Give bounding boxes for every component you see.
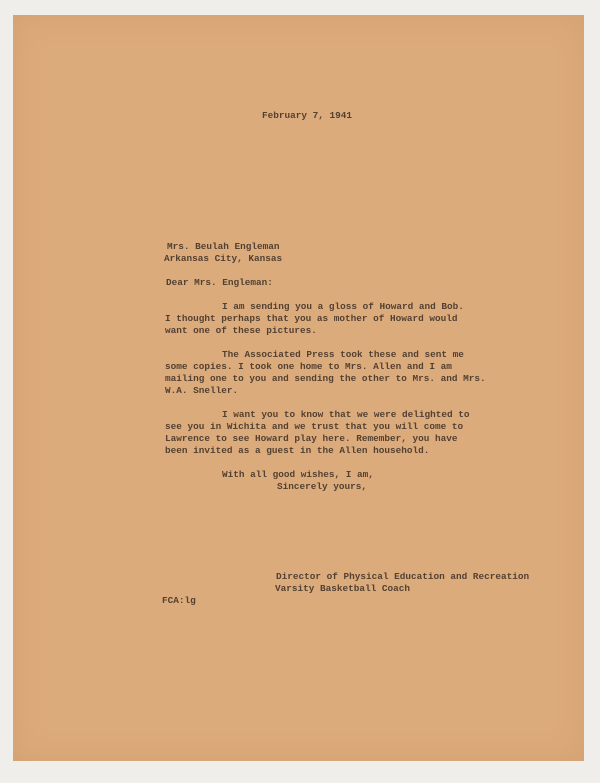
reference-initials: FCA:lg bbox=[162, 595, 196, 606]
recipient-name: Mrs. Beulah Engleman bbox=[167, 241, 280, 252]
paragraph-3-line: Lawrence to see Howard play here. Remember, you have bbox=[165, 433, 458, 444]
letter-date: February 7, 1941 bbox=[262, 110, 353, 121]
salutation: Dear Mrs. Engleman: bbox=[166, 277, 273, 288]
letter-page bbox=[13, 15, 584, 761]
paragraph-1-line: want one of these pictures. bbox=[165, 325, 317, 336]
paragraph-2-line: mailing one to you and sending the other to Mrs. and Mrs. bbox=[165, 373, 486, 384]
paragraph-2-line: some copies. I took one home to Mrs. Allen and I am bbox=[165, 361, 452, 372]
closing-line: With all good wishes, I am, bbox=[222, 469, 374, 480]
paragraph-2-line: W.A. Sneller. bbox=[165, 385, 239, 396]
recipient-address: Arkansas City, Kansas bbox=[164, 253, 283, 264]
paragraph-2-line: The Associated Press took these and sent me bbox=[222, 349, 464, 360]
paragraph-3-line: been invited as a guest in the Allen household. bbox=[165, 445, 430, 456]
paragraph-3-line: see you in Wichita and we trust that you will come to bbox=[165, 421, 464, 432]
signature-title: Director of Physical Education and Recreation bbox=[276, 571, 530, 582]
paragraph-1-line: I am sending you a gloss of Howard and Bob. bbox=[222, 301, 464, 312]
paragraph-3-line: I want you to know that we were delighted to bbox=[222, 409, 470, 420]
signature-title: Varsity Basketball Coach bbox=[275, 583, 411, 594]
complimentary-close: Sincerely yours, bbox=[277, 481, 368, 492]
paragraph-1-line: I thought perhaps that you as mother of Howard would bbox=[165, 313, 458, 324]
